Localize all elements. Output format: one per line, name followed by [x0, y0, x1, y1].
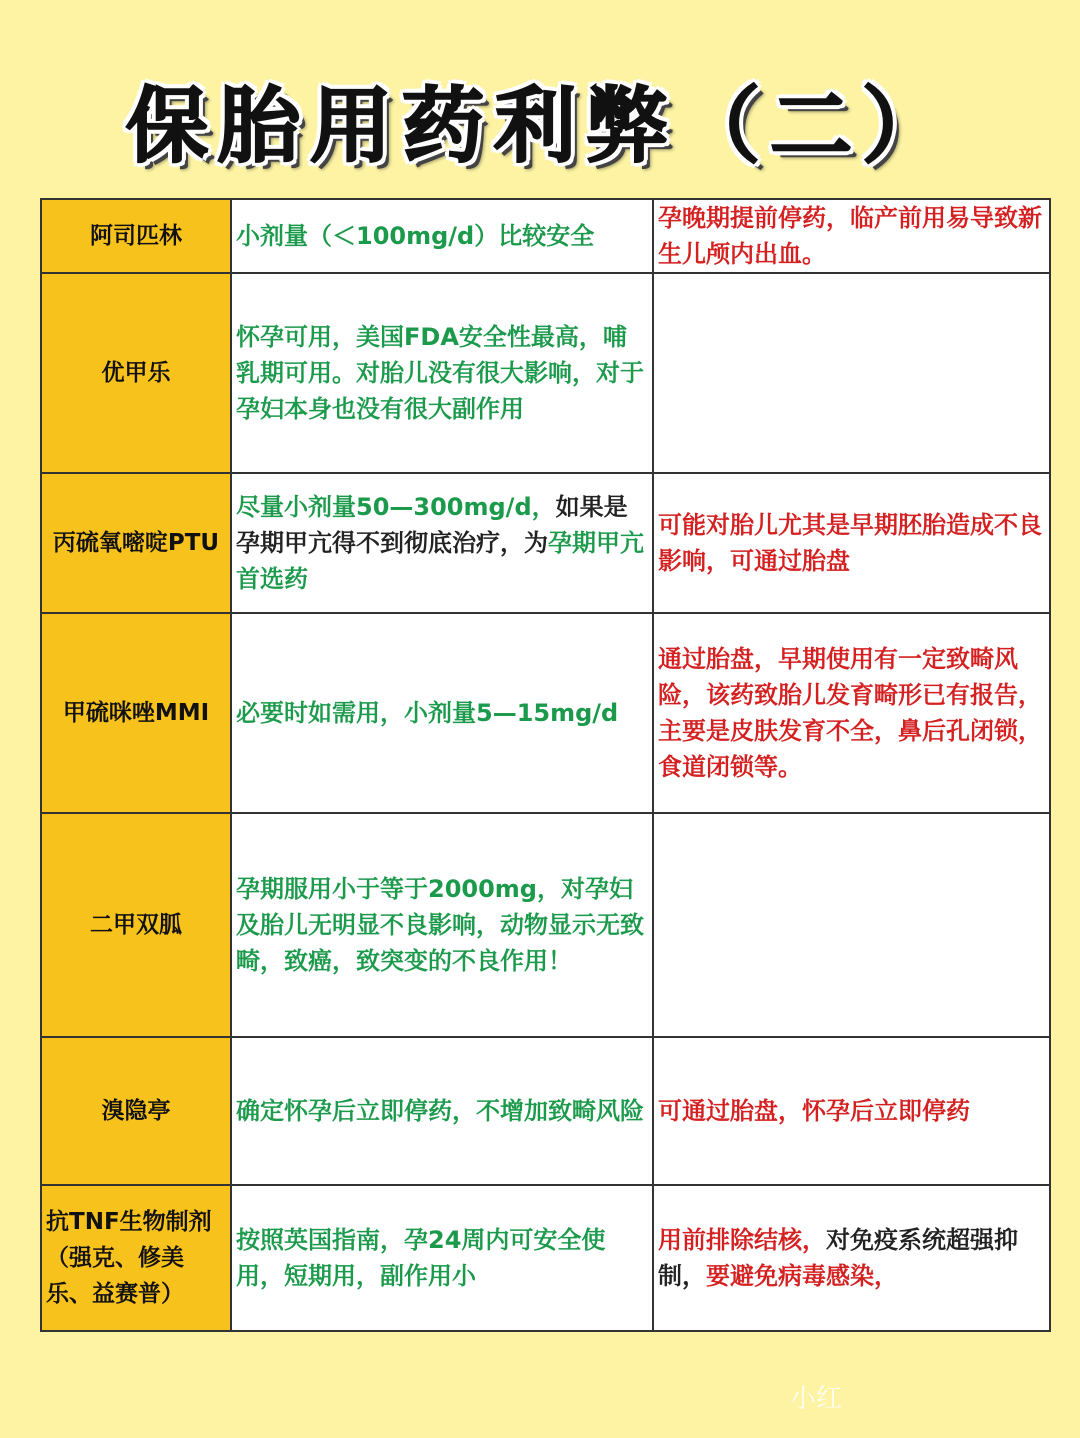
benefit-text: 孕期甲亢首选药 — [236, 529, 644, 593]
benefit-cell — [231, 1037, 653, 1185]
drug-name: 甲硫咪唑MMI — [41, 613, 231, 813]
benefit-cell — [231, 273, 653, 473]
benefit-cell — [231, 613, 653, 813]
risk-cell — [653, 1037, 1050, 1185]
table-row — [41, 613, 1050, 813]
risk-text: 孕晚期提前停药，临产前用易导致新生儿颅内出血。 — [658, 204, 1042, 268]
benefit-text: 怀孕可用，美国FDA安全性最高，哺乳期可用。对胎儿没有很大影响，对于孕妇本身也没有很大副作用 — [236, 323, 644, 423]
benefit-text: 尽量小剂量50—300mg/d， — [236, 493, 556, 521]
benefit-text: 如果是孕期甲亢得不到彻底治疗，为 — [236, 493, 628, 557]
risk-text: 要避免病毒感染， — [706, 1262, 898, 1290]
table-row — [41, 1037, 1050, 1185]
benefit-text: 按照英国指南，孕24周内可安全使用，短期用，副作用小 — [236, 1226, 606, 1290]
risk-cell — [653, 199, 1050, 273]
table-row — [41, 473, 1050, 613]
benefit-text: 孕期服用小于等于2000mg，对孕妇及胎儿无明显不良影响，动物显示无致畸，致癌，致突变的不良作用！ — [236, 875, 644, 975]
drug-name: 二甲双胍 — [41, 813, 231, 1037]
drug-table — [40, 198, 1051, 1332]
watermark: 小红 — [790, 1384, 843, 1414]
benefit-cell — [231, 199, 653, 273]
benefit-cell — [231, 1185, 653, 1331]
risk-text: 对免疫系统超强抑制， — [658, 1226, 1018, 1290]
benefit-text: 必要时如需用，小剂量5—15mg/d — [236, 699, 619, 727]
risk-text: 可能对胎儿尤其是早期胚胎造成不良影响，可通过胎盘 — [658, 511, 1042, 575]
drug-name: 阿司匹林 — [41, 199, 231, 273]
benefit-text: 确定怀孕后立即停药，不增加致畸风险 — [236, 1097, 644, 1125]
table-row — [41, 1185, 1050, 1331]
risk-cell — [653, 473, 1050, 613]
benefit-cell — [231, 813, 653, 1037]
table-row — [41, 199, 1050, 273]
drug-name: 优甲乐 — [41, 273, 231, 473]
risk-cell — [653, 613, 1050, 813]
drug-name: 抗TNF生物制剂（强克、修美乐、益赛普） — [41, 1185, 231, 1331]
risk-text: 通过胎盘，早期使用有一定致畸风险，该药致胎儿发育畸形已有报告，主要是皮肤发育不全，鼻后孔闭锁，食道闭锁等。 — [658, 645, 1042, 781]
table-row — [41, 813, 1050, 1037]
risk-text: 用前排除结核， — [658, 1226, 826, 1254]
benefit-text: 小剂量（＜100mg/d）比较安全 — [236, 222, 595, 250]
risk-text: 可通过胎盘，怀孕后立即停药 — [658, 1097, 970, 1125]
table-row — [41, 273, 1050, 473]
page-title: 保胎用药利弊（二） — [125, 79, 954, 174]
risk-cell — [653, 1185, 1050, 1331]
risk-cell — [653, 273, 1050, 473]
risk-cell — [653, 813, 1050, 1037]
drug-name: 溴隐亭 — [41, 1037, 231, 1185]
benefit-cell — [231, 473, 653, 613]
drug-name: 丙硫氧嘧啶PTU — [41, 473, 231, 613]
